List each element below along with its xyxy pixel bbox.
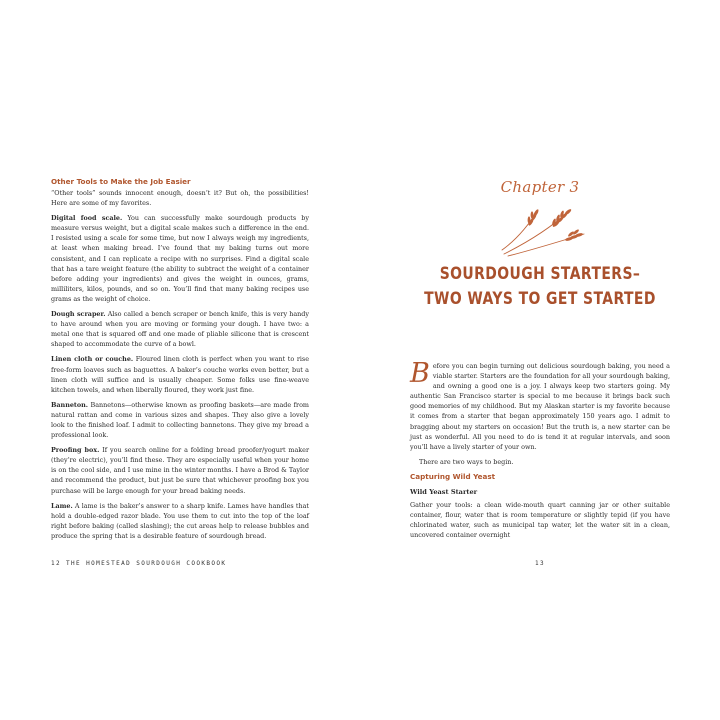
entry-term: Lame.: [51, 501, 73, 510]
opening-paragraph: [410, 358, 670, 452]
drop-cap: B: [410, 358, 430, 389]
entry-digital-food-scale: [51, 213, 309, 304]
entry-term: Digital food scale.: [51, 214, 123, 223]
entry-text: If you search online for a folding bread proofer/yogurt maker (they’re electric), you’ll find these. They are especially useful when your home is on the cool side, and I use mine in the winter months. I have a Brod & Taylor and recommend the product, but just be sure that whichever proofing box you purchase will be large enough for your bread baking needs.: [51, 446, 309, 495]
paragraph-gather-tools: Gather your tools: a clean wide-mouth quart canning jar or other suitable container, flour, water that is room temperature or slightly tepid (if you have chlorinated water, such as municipal tap water, let the water sit in a clean, uncovered container overnight: [410, 500, 670, 540]
right-page-footer: 13: [535, 560, 546, 567]
entry-text: You can successfully make sourdough products by measure versus weight, but a digital scale makes such a difference in the end. I resisted using a scale for some time, but now I always weigh my ingredients, at least when making bread. I’ve found that my baking turns out more consistent, and I can replicate a recipe with no surprises. Find a digital scale that has a tare weight feature (the ability to subtract the weight of a container before adding your ingredients) and gives the weight in ounces, grams, milliliters, kilos, pounds, and so on. You’ll find that many baking recipes use grams as the weight of choice.: [51, 214, 309, 303]
subheading-wild-yeast-starter: Wild Yeast Starter: [410, 487, 478, 496]
wheat-icon: [498, 204, 590, 260]
entry-text: A lame is the baker’s answer to a sharp knife. Lames have handles that hold a double-edged razor blade. You use them to cut into the top of the loaf right before baking (called slashing); the cut areas help to release bubbles and produce the spring that is a desirable feature of sourdough bread.: [51, 501, 309, 540]
entry-proofing-box: [51, 445, 309, 495]
opening-text: efore you can begin turning out delicious sourdough baking, you need a viable starter. Starters are the foundation for all your sourdough baking, and owning a good one is a joy. I always keep two starters going. My authentic San Francisco starter is special to me because it brings back such good memories of my childhood. But my Alaskan starter is my favorite because it comes from a starter that began approximately 150 years ago. I admit to bragging about my starters on occasion! But the truth is, a new starter can be just as wonderful. All you need to do is tend it at regular intervals, and soon you’ll have a lively starter of your own.: [410, 362, 670, 451]
chapter-title-line2: TWO WAYS TO GET STARTED: [424, 289, 656, 309]
entry-lame: [51, 501, 309, 541]
entry-text: Bannetons—otherwise known as proofing baskets—are made from natural rattan and come in various sizes and shapes. They also give a lovely look to the finished loaf. I admit to collecting bannetons. They give my bread a professional look.: [51, 400, 309, 440]
chapter-title-line1: SOURDOUGH STARTERS–: [439, 264, 641, 284]
right-page: [360, 0, 720, 720]
entry-term: Banneton.: [51, 400, 88, 409]
section-heading-other-tools: Other Tools to Make the Job Easier: [51, 177, 191, 186]
entry-banneton: [51, 400, 309, 440]
chapter-title: [360, 262, 720, 312]
entry-linen-cloth: [51, 354, 309, 394]
entry-term: Proofing box.: [51, 446, 100, 455]
chapter-label: Chapter 3: [500, 178, 580, 196]
entry-term: Dough scraper.: [51, 310, 106, 319]
entry-term: Linen cloth or couche.: [51, 355, 134, 364]
entry-text: Also called a bench scraper or bench knife, this is very handy to have around when you are moving or forming your dough. I have two: a metal one that is squared off and one made of pliable silicone that is crescent shaped to accommodate the curve of a bowl.: [51, 310, 310, 349]
paragraph-two-ways: There are two ways to begin.: [419, 457, 514, 466]
left-page-footer: 12 THE HOMESTEAD SOURDOUGH COOKBOOK: [51, 560, 227, 567]
left-text-column: [51, 177, 309, 546]
right-text-column: [410, 358, 670, 545]
entry-text: Floured linen cloth is perfect when you want to rise free-form loaves such as baguettes. A baker’s couche works even better, but a linen cloth will suffice and is usually cheaper. Some folks use fine-weave kitchen towels, and when liberally floured, they work just fine.: [51, 355, 309, 394]
entry-dough-scraper: [51, 309, 309, 349]
section-heading-capturing-wild-yeast: Capturing Wild Yeast: [410, 471, 496, 481]
intro-paragraph: “Other tools” sounds innocent enough, doesn’t it? But oh, the possibilities! Here are some of my favorites.: [51, 189, 309, 208]
